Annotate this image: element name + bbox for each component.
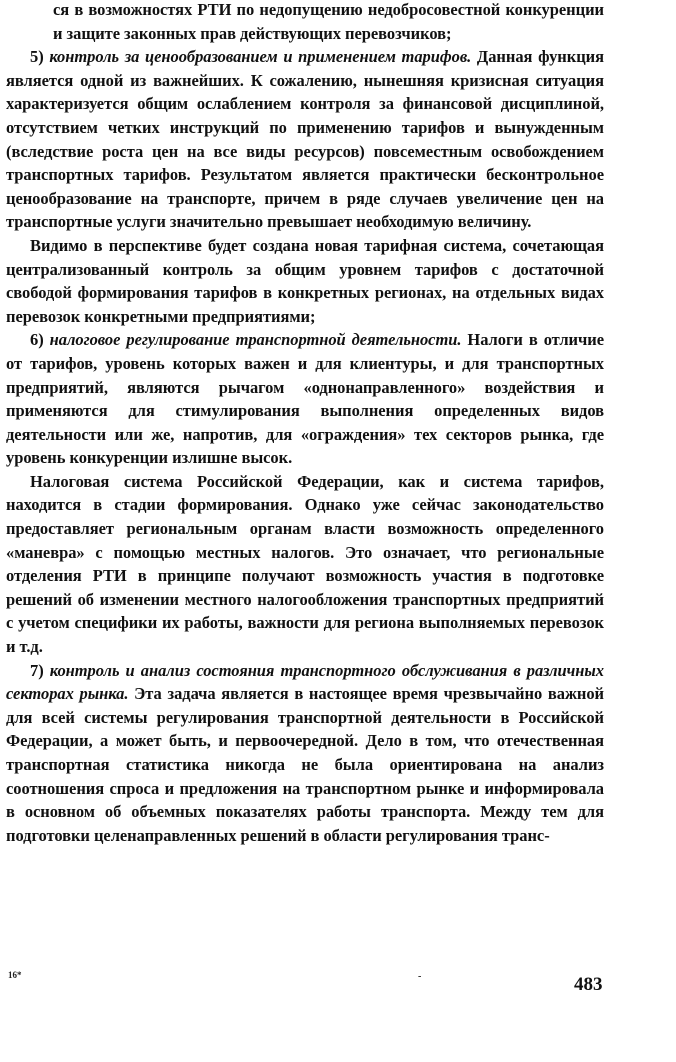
paragraph-text: ся в возможностях РТИ по недопущению недобросовестной конкуренции и защите законных прав действующих перевозчиков;: [53, 0, 604, 43]
paragraph-text: Налоговая система Российской Федерации, как и система тарифов, находится в стадии формирования. Однако уже сейчас законодательство предоставляет региональным органам власти возможность определенного «маневра» с помощью местных налогов. Это означает, что региональные отделения РТИ в принципе получают возможность участия в подготовке решений об изменении местного налогообложения транспортных предприятий с учетом специфики их работы, важности для региона выполняемых перевозок и т.д.: [6, 471, 604, 657]
page-footer: [0, 968, 676, 1008]
paragraph: [6, 45, 604, 234]
page-number: 483: [574, 974, 603, 995]
paragraph-heading: контроль и анализ состояния транспортного обслуживания в различных секторах рынка.: [6, 660, 604, 704]
footer-dash: -: [418, 971, 422, 982]
paragraph-text: Эта задача является в настоящее время чрезвычайно важной для всей системы регулирования транспортной деятельности в Российской Федерации, а может быть, и первоочередной. Дело в том, что отечественная транспортная статистика никогда не была ориентирована на анализ соотношения спроса и предложения на транспортном рынке и информировала в основном об объемных показателях работы транспорта. Между тем для подготовки целенаправленных решений в области регулирования транс-: [6, 684, 604, 845]
body-text: [6, 0, 604, 847]
paragraph-text: 6): [30, 330, 50, 350]
printer-signature: 16*: [8, 970, 22, 980]
paragraph: [6, 470, 604, 659]
paragraph: [6, 659, 604, 848]
paragraph: [6, 234, 604, 328]
paragraph-text: Видимо в перспективе будет создана новая тарифная система, сочетающая централизованный контроль за общим уровнем тарифов с достаточной свободой формирования тарифов в конкретных регионах, на отдельных видах перевозок конкретными предприятиями;: [6, 235, 604, 326]
paragraph-heading: налоговое регулирование транспортной деятельности.: [49, 330, 462, 350]
paragraph-text: Данная функция является одной из важнейших. К сожалению, нынешняя кризисная ситуация характеризуется общим ослаблением контроля за финансовой дисциплиной, отсутствием четких инструкций по применению тарифов и вынужденным (вследствие роста цен на все виды ресурсов) повсеместным освобождением транспортных тарифов. Результатом является практически бесконтрольное ценообразование на транспорте, причем в ряде случаев увеличение цен на транспортные услуги значительно превышает необходимую величину.: [6, 47, 604, 232]
paragraph-text: 7): [30, 660, 50, 680]
paragraph-heading: контроль за ценообразованием и применением тарифов.: [49, 47, 472, 67]
paragraph-text: 5): [30, 47, 50, 67]
paragraph: [6, 328, 604, 470]
paragraph-text: Налоги в отличие от тарифов, уровень которых важен и для клиентуры, и для транспортных предприятий, являются рычагом «однонаправленного» воздействия и применяются для стимулирования выполнения определенных видов деятельности или же, напротив, для «ограждения» тех секторов рынка, где уровень конкуренции излишне высок.: [6, 330, 604, 468]
paragraph: [6, 0, 604, 45]
